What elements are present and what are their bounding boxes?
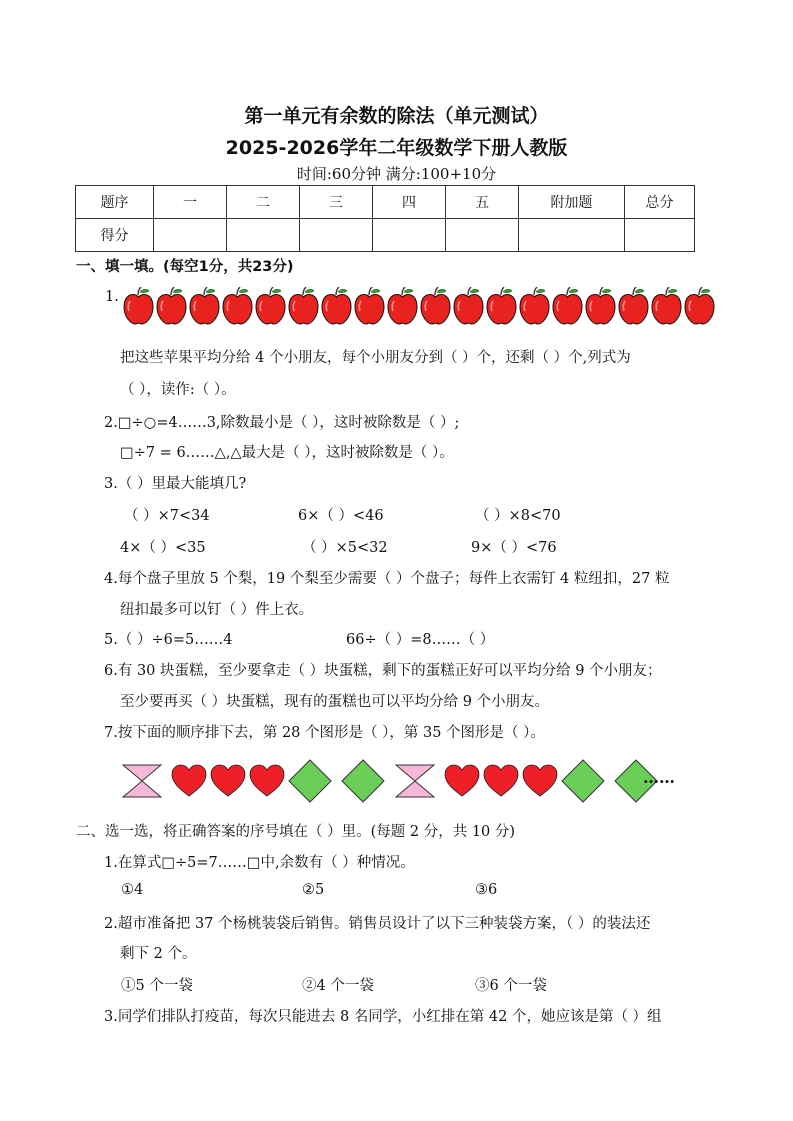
s2-q2-line2: 剩下 2 个。: [120, 946, 197, 962]
apple-icon: [617, 287, 650, 325]
score-cell[interactable]: [154, 219, 227, 252]
hourglass-icon: [393, 763, 437, 799]
score-cell[interactable]: [373, 219, 446, 252]
section2-heading: 二、选一选，将正确答案的序号填在（ ）里。(每题 2 分，共 10 分): [76, 824, 516, 840]
diamond-icon: [287, 758, 333, 804]
q3-item-f: 9×（ ）<76: [471, 540, 557, 556]
heart-icon: [248, 764, 286, 798]
s2-q1-line: 1.在算式□÷5=7……□中,余数有（ ）种情况。: [104, 855, 415, 871]
s2-q2-option-a: ①5 个一袋: [121, 978, 193, 994]
page-subtitle: 2025-2026学年二年级数学下册人教版: [225, 137, 568, 159]
s2-q2-line1: 2.超市准备把 37 个杨桃装袋后销售。销售员设计了以下三种装袋方案，（ ）的装法还: [104, 916, 651, 932]
apple-icon: [386, 287, 419, 325]
q6-line1: 6.有 30 块蛋糕，至少要拿走（ ）块蛋糕，剩下的蛋糕正好可以平均分给 9 个小朋友；: [104, 663, 662, 679]
score-table: [75, 185, 695, 252]
heart-icon: [482, 764, 520, 798]
score-header-cell: 五: [446, 186, 519, 219]
q7-line: 7.按下面的顺序排下去，第 28 个图形是（ ），第 35 个图形是（ ）。: [104, 725, 545, 741]
s2-q1-option-a: ①4: [121, 882, 144, 898]
apple-icon: [452, 287, 485, 325]
apple-icon: [353, 287, 386, 325]
score-cell[interactable]: [446, 219, 519, 252]
heart-icon: [170, 764, 208, 798]
section1-heading: 一、填一填。(每空1分，共23分): [76, 259, 294, 275]
q3-item-a: （ ）×7<34: [124, 508, 210, 524]
heart-icon: [521, 764, 559, 798]
q2-line1: 2.□÷○=4……3,除数最小是（ ），这时被除数是（ ）;: [104, 415, 460, 431]
apple-icon: [254, 287, 287, 325]
score-header-cell: 总分: [625, 186, 695, 219]
score-cell[interactable]: [625, 219, 695, 252]
q5-item-b: 66÷（ ）=8……（ ）: [346, 632, 495, 648]
score-row-label: 得分: [76, 219, 154, 252]
score-header-cell: 题序: [76, 186, 154, 219]
q3-item-b: 6×（ ）<46: [298, 508, 384, 524]
q6-line2: 至少要再买（ ）块蛋糕，现有的蛋糕也可以平均分给 9 个小朋友。: [120, 694, 550, 710]
apple-icon: [188, 287, 221, 325]
heart-icon: [443, 764, 481, 798]
exam-info: 时间:60分钟 满分:100+10分: [296, 165, 497, 183]
q1-line2: （ ），读作:（ ）。: [120, 382, 236, 398]
q3-title: 3.（ ）里最大能填几?: [104, 476, 247, 492]
score-header-cell: 四: [373, 186, 446, 219]
apple-icon: [221, 287, 254, 325]
apple-icon: [683, 287, 716, 325]
apple-row: [122, 287, 716, 325]
score-header-cell: 二: [227, 186, 300, 219]
q3-item-d: 4×（ ）<35: [120, 540, 206, 556]
q1-line1: 把这些苹果平均分给 4 个小朋友，每个小朋友分到（ ）个，还剩（ ）个,列式为: [120, 350, 631, 366]
hourglass-icon: [120, 763, 164, 799]
q3-item-c: （ ）×8<70: [475, 508, 561, 524]
score-cell[interactable]: [519, 219, 625, 252]
apple-icon: [518, 287, 551, 325]
diamond-icon: [340, 758, 386, 804]
shape-sequence: [120, 758, 666, 804]
q3-item-e: （ ）×5<32: [302, 540, 388, 556]
q4-line1: 4.每个盘子里放 5 个梨，19 个梨至少需要（ ）个盘子；每件上衣需钉 4 粒纽扣，27 粒: [104, 571, 670, 587]
q7-ellipsis: ……: [643, 768, 675, 787]
score-table-score-row: [76, 219, 695, 252]
s2-q2-option-b: ②4 个一袋: [302, 978, 374, 994]
apple-icon: [320, 287, 353, 325]
apple-icon: [419, 287, 452, 325]
s2-q2-option-c: ③6 个一袋: [475, 978, 547, 994]
apple-icon: [551, 287, 584, 325]
page-title: 第一单元有余数的除法（单元测试）: [244, 105, 549, 127]
score-cell[interactable]: [227, 219, 300, 252]
q4-line2: 纽扣最多可以钉（ ）件上衣。: [120, 602, 314, 618]
q2-line2: □÷7 = 6……△,△最大是（ ），这时被除数是（ ）。: [120, 445, 454, 461]
q5-item-a: 5.（ ）÷6=5……4: [104, 632, 233, 648]
apple-icon: [650, 287, 683, 325]
apple-icon: [287, 287, 320, 325]
score-table-header-row: [76, 186, 695, 219]
score-header-cell: 三: [300, 186, 373, 219]
apple-icon: [122, 287, 155, 325]
score-header-cell: 附加题: [519, 186, 625, 219]
score-header-cell: 一: [154, 186, 227, 219]
heart-icon: [209, 764, 247, 798]
s2-q3-line: 3.同学们排队打疫苗，每次只能进去 8 名同学，小红排在第 42 个，她应该是第（ ）组: [104, 1009, 662, 1025]
s2-q1-option-b: ②5: [302, 882, 325, 898]
s2-q1-option-c: ③6: [475, 882, 498, 898]
q1-number: 1.: [105, 289, 119, 305]
diamond-icon: [560, 758, 606, 804]
apple-icon: [485, 287, 518, 325]
apple-icon: [155, 287, 188, 325]
apple-icon: [584, 287, 617, 325]
score-cell[interactable]: [300, 219, 373, 252]
